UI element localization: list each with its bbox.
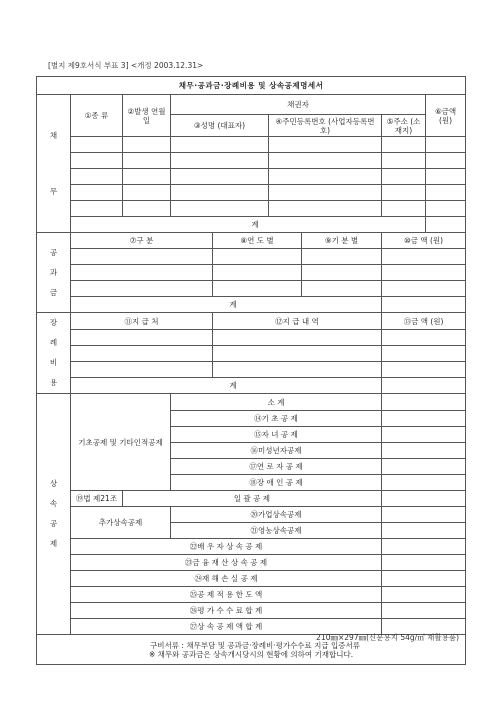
- tax-cell[interactable]: [213, 249, 302, 265]
- children-deduction-amount[interactable]: [382, 427, 466, 443]
- tax-period-header: ⑨기 분 별: [302, 233, 382, 249]
- debt-cell[interactable]: [382, 169, 426, 185]
- funeral-cell[interactable]: [382, 330, 466, 346]
- debt-cell[interactable]: [71, 201, 123, 217]
- debt-cell[interactable]: [426, 201, 466, 217]
- tax-amount-header: ⑩금 액 (원): [382, 233, 466, 249]
- debt-cell[interactable]: [123, 169, 171, 185]
- debt-cell[interactable]: [426, 185, 466, 201]
- tax-cell[interactable]: [382, 281, 466, 297]
- debt-cell[interactable]: [269, 185, 382, 201]
- debt-amount-header: ⑥금액 (원): [426, 95, 466, 137]
- creditor-header: 채권자: [171, 95, 426, 115]
- minor-deduction-amount[interactable]: [382, 443, 466, 459]
- debt-cell[interactable]: [171, 169, 269, 185]
- tax-year-header: ⑧연 도 별: [213, 233, 302, 249]
- debt-cell[interactable]: [269, 153, 382, 169]
- funeral-cell[interactable]: [213, 330, 382, 346]
- tax-total-label: 계: [71, 297, 382, 313]
- debt-cell[interactable]: [269, 201, 382, 217]
- debt-cell[interactable]: [426, 169, 466, 185]
- debt-cell[interactable]: [171, 137, 269, 153]
- funeral-cell[interactable]: [71, 362, 213, 378]
- funeral-cell[interactable]: [71, 346, 213, 362]
- family-business-amount[interactable]: [382, 507, 466, 523]
- debt-section-label: 채 무: [37, 95, 71, 233]
- minor-deduction: ⑯미성년자공제: [171, 443, 382, 459]
- deduction-section-label: 상 속 공 제: [37, 394, 71, 635]
- funeral-cell[interactable]: [213, 346, 382, 362]
- funeral-cell[interactable]: [382, 346, 466, 362]
- financial-deduction: ㉓금 융 재 산 상 속 공 제: [71, 555, 382, 571]
- required-documents: 구비서류 : 채무부담 및 공과금·장례비·평가수수료 지급 입증서류: [150, 640, 361, 650]
- lump-sum-deduction: 일 괄 공 제: [123, 491, 382, 507]
- tax-cell[interactable]: [302, 281, 382, 297]
- paper-spec: 210㎜×297㎜(신문용지 54g/㎡ 재활용품): [316, 633, 459, 642]
- debt-total-label: 계: [71, 217, 426, 233]
- elderly-deduction-amount[interactable]: [382, 459, 466, 475]
- debt-cell[interactable]: [71, 153, 123, 169]
- debt-cell[interactable]: [123, 137, 171, 153]
- debt-cell[interactable]: [71, 137, 123, 153]
- spouse-deduction: ㉒배 우 자 상 속 공 제: [71, 539, 382, 555]
- debt-kind-header: ①종 류: [71, 95, 123, 137]
- funeral-detail-header: ⑫지 급 내 역: [213, 313, 382, 330]
- basic-deduction-amount[interactable]: [382, 411, 466, 427]
- tax-cell[interactable]: [213, 265, 302, 281]
- disaster-deduction-amount[interactable]: [382, 571, 466, 587]
- remark-note: ※ 채무와 공과금은 상속개시당시의 현황에 의하여 기재합니다.: [149, 649, 354, 659]
- deduction-grand-total: ㉗상 속 공 제 액 합 계: [71, 619, 382, 635]
- funeral-section-label: 장 례 비 용: [37, 313, 71, 394]
- debt-cell[interactable]: [123, 153, 171, 169]
- tax-cell[interactable]: [382, 249, 466, 265]
- disabled-deduction: ⑱장 애 인 공 제: [171, 475, 382, 491]
- funeral-payee-header: ⑪지 급 처: [71, 313, 213, 330]
- lump-sum-law: ⑲법 제21조: [71, 491, 123, 507]
- debt-cell[interactable]: [382, 153, 426, 169]
- farming-deduction: ㉑영농상속공제: [171, 523, 382, 539]
- funeral-amount-header: ⑬금 액 (원): [382, 313, 466, 330]
- debt-cell[interactable]: [123, 201, 171, 217]
- deduction-limit-amount[interactable]: [382, 587, 466, 603]
- debt-cell[interactable]: [269, 169, 382, 185]
- tax-cell[interactable]: [71, 265, 213, 281]
- debt-cell[interactable]: [426, 137, 466, 153]
- debt-cell[interactable]: [382, 201, 426, 217]
- spouse-deduction-amount[interactable]: [382, 539, 466, 555]
- debt-cell[interactable]: [426, 153, 466, 169]
- appraisal-fee-amount[interactable]: [382, 603, 466, 619]
- children-deduction: ⑮자 녀 공 제: [171, 427, 382, 443]
- tax-cell[interactable]: [71, 249, 213, 265]
- debt-cell[interactable]: [123, 185, 171, 201]
- lump-sum-amount[interactable]: [382, 491, 466, 507]
- statement-form: [36, 76, 466, 665]
- debt-cell[interactable]: [382, 185, 426, 201]
- debt-date-header: ②발생 연월일: [123, 95, 171, 137]
- debt-cell[interactable]: [171, 201, 269, 217]
- debt-cell[interactable]: [71, 185, 123, 201]
- disaster-deduction: ㉔재 해 손 실 공 제: [71, 571, 382, 587]
- tax-cell[interactable]: [302, 265, 382, 281]
- debt-cell[interactable]: [269, 137, 382, 153]
- tax-total-amount[interactable]: [382, 297, 466, 313]
- appraisal-fee-total: ㉖평 가 수 수 료 합 계: [71, 603, 382, 619]
- disabled-deduction-amount[interactable]: [382, 475, 466, 491]
- deduction-subtotal-label: 소 계: [171, 394, 382, 411]
- debt-cell[interactable]: [171, 185, 269, 201]
- debt-total-amount[interactable]: [426, 217, 466, 233]
- form-reference: [별지 제9호서식 부표 3] <개정 2003.12.31>: [48, 61, 204, 70]
- tax-section-label: 공 과 금: [37, 233, 71, 313]
- debt-cell[interactable]: [71, 169, 123, 185]
- debt-cell[interactable]: [382, 137, 426, 153]
- family-business-deduction: ⑳가업상속공제: [171, 507, 382, 523]
- funeral-cell[interactable]: [382, 362, 466, 378]
- tax-cell[interactable]: [382, 265, 466, 281]
- form-title: 채무·공과금·장례비용 및 상속공제명세서: [37, 77, 466, 95]
- funeral-cell[interactable]: [213, 362, 382, 378]
- funeral-cell[interactable]: [71, 330, 213, 346]
- deduction-subtotal-amount[interactable]: [382, 394, 466, 411]
- creditor-addr-header: ⑤주소 (소재지): [382, 115, 426, 137]
- funeral-total-amount[interactable]: [382, 378, 466, 394]
- tax-cell[interactable]: [302, 249, 382, 265]
- deduction-limit: ㉕공 제 적 용 한 도 액: [71, 587, 382, 603]
- tax-cell[interactable]: [71, 281, 213, 297]
- farming-amount[interactable]: [382, 523, 466, 539]
- basic-deduction-group: 기초공제 및 기타인적공제: [71, 394, 171, 491]
- debt-cell[interactable]: [171, 153, 269, 169]
- financial-deduction-amount[interactable]: [382, 555, 466, 571]
- elderly-deduction: ⑰연 로 자 공 제: [171, 459, 382, 475]
- funeral-total-label: 계: [71, 378, 382, 394]
- creditor-name-header: ③성명 (대표자): [171, 115, 269, 137]
- creditor-reg-header: ④주민등록번호 (사업자등록번호): [269, 115, 382, 137]
- tax-kind-header: ⑦구 분: [71, 233, 213, 249]
- additional-deduction-group: 추가상속공제: [71, 507, 171, 539]
- tax-cell[interactable]: [213, 281, 302, 297]
- basic-deduction: ⑭기 초 공 제: [171, 411, 382, 427]
